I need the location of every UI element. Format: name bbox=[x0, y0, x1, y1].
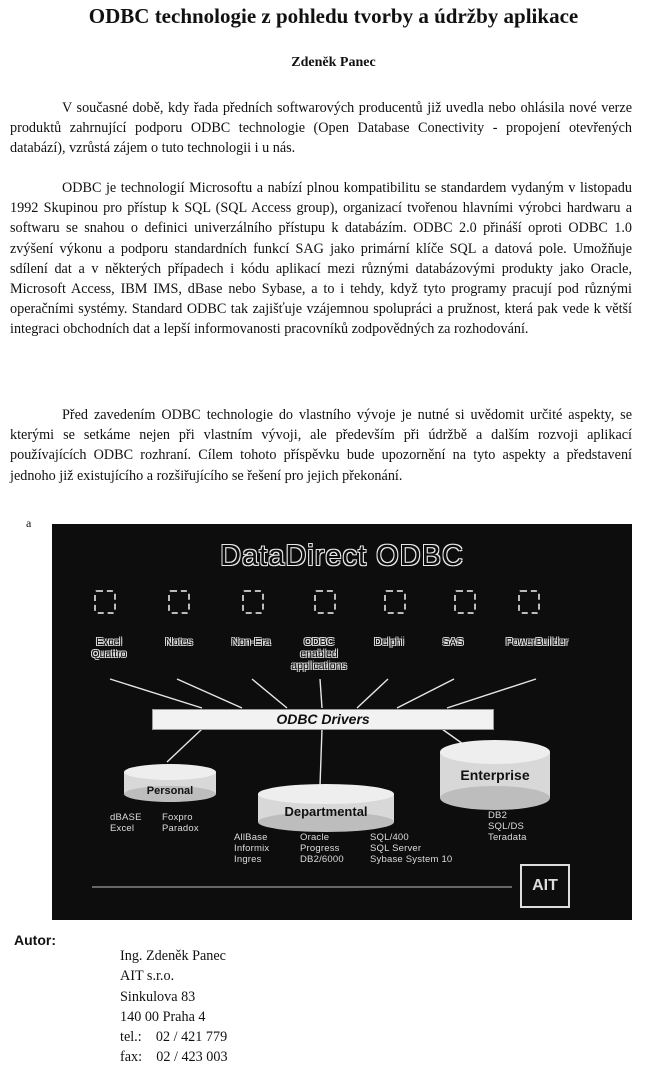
arrow bbox=[320, 679, 322, 708]
contact-street: Sinkulova 83 bbox=[120, 988, 196, 1005]
paragraph-1 bbox=[10, 98, 632, 159]
contact-city: 140 00 Praha 4 bbox=[120, 1008, 206, 1025]
figure-title: DataDirect ODBC bbox=[220, 540, 464, 572]
arrow bbox=[167, 729, 202, 762]
departmental-label: Departmental bbox=[284, 804, 368, 819]
app-label-text: Excel Quattro bbox=[91, 636, 127, 660]
app-label-text: Notes bbox=[165, 636, 193, 648]
article-author: Zdeněk Panec bbox=[291, 55, 376, 70]
app-label-text: SAS bbox=[442, 636, 464, 648]
paragraph-2-text: ODBC je technologií Microsoftu a nabízí plnou kompatibilitu se standardem vydaným v listopadu 1992 Skupinou pro přístup k SQL (SQL Access group), organizací tvořenou hlavními výrobci hardwaru a softwaru se snahou o definici univerzálního přístupu k databázím. ODBC 2.0 přináší oproti ODBC 1.0 zvýšení výkonu a podporu standardních funkcí SAG jako primární klíče SQL a datová pole. Umožňuje sdílení dat a v některých případech i kódu aplikací mezi různými databázovými produkty jako Oracle, Microsoft Access, IBM IMS, dBase nebo Sybase, a to i tehdy, když tyto programy pracují pod různými operačními systémy. Standard ODBC tak zajišťuje vzájemnou spolupráci a pružnost, která pak vede k větší integraci obchodních dat a lepší informovanosti pracovníků zodpovědných za rozhodování. bbox=[10, 180, 632, 338]
arrow bbox=[252, 679, 287, 708]
departmental-dbs-3: SQL/400 SQL Server Sybase System 10 bbox=[370, 832, 453, 865]
paragraph-2 bbox=[10, 178, 632, 340]
figure-divider bbox=[92, 886, 512, 888]
app-label-text: ODBC enabled applications bbox=[291, 636, 347, 672]
departmental-dbs-2: Oracle Progress DB2/6000 bbox=[300, 832, 344, 865]
contact-company: AIT s.r.o. bbox=[120, 968, 175, 985]
author-label: Autor: bbox=[14, 932, 56, 948]
paragraph-3 bbox=[10, 405, 632, 486]
departmental-dbs-1: AllBase Informix Ingres bbox=[234, 832, 270, 865]
contact-phone: tel.: 02 / 421 779 bbox=[120, 1029, 228, 1046]
enterprise-dbs: DB2 SQL/DS Teradata bbox=[488, 810, 527, 843]
paragraph-1-text: V současné době, kdy řada předních softwarových producentů již uvedla nebo ohlásila nové verze produktů zahrnující podporu ODBC technologie (Open Database Conectivity - propojení otevřených databází), vzrůstá zájem o tuto technologii i u nás. bbox=[10, 100, 632, 157]
author-contact bbox=[120, 946, 228, 1068]
arrow bbox=[320, 729, 322, 786]
paragraph-3-text: Před zavedením ODBC technologie do vlastního vývoje je nutné si uvědomit určité aspekty, se kterými se setkáme nejen při vlastním vývoji, ale především při údržbě a dalším rozvoji aplikací používajících ODBC rozhraní. Cílem tohoto příspěvku bude upozornění na tyto aspekty a představení jednoho již existujícího a rozšiřujícího se řešení pro jejich překonání. bbox=[10, 407, 632, 484]
personal-label: Personal bbox=[146, 785, 194, 797]
contact-name: Ing. Zdeněk Panec bbox=[120, 948, 226, 964]
datadirect-odbc-figure bbox=[52, 524, 632, 920]
arrow bbox=[447, 679, 536, 708]
app-label-text: Delphi bbox=[374, 636, 404, 648]
odbc-drivers-bar: ODBC Drivers bbox=[152, 709, 494, 730]
article-title: ODBC technologie z pohledu tvorby a údržby aplikace bbox=[88, 4, 579, 28]
app-label-text: Non-Era bbox=[231, 636, 271, 648]
app-label-text: PowerBuilder bbox=[505, 636, 569, 648]
personal-dbs-left: dBASE Excel bbox=[110, 812, 142, 834]
arrow bbox=[397, 679, 454, 708]
ait-logo: AIT bbox=[520, 864, 570, 908]
enterprise-cylinder bbox=[440, 740, 550, 810]
enterprise-label: Enterprise bbox=[460, 767, 530, 783]
arrow bbox=[357, 679, 388, 708]
personal-cylinder bbox=[124, 764, 216, 802]
departmental-cylinder bbox=[258, 784, 394, 832]
personal-dbs-right: Foxpro Paradox bbox=[162, 812, 199, 834]
contact-fax: fax: 02 / 423 003 bbox=[120, 1049, 228, 1066]
figure-marker: a bbox=[26, 516, 32, 530]
